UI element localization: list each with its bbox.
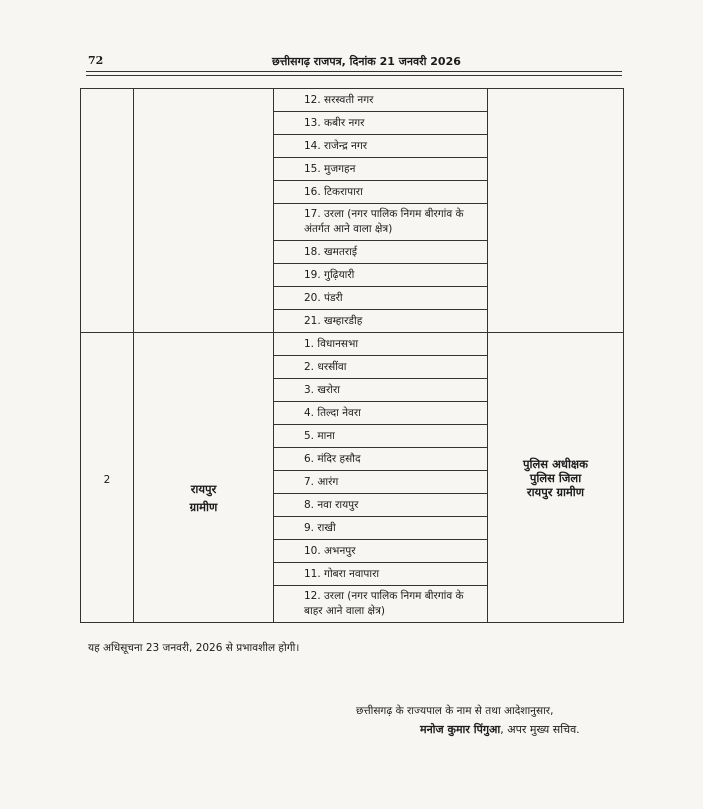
serial-cell xyxy=(81,333,134,623)
area-cell: 12. उरला (नगर पालिक निगम बीरगांव के बाहर आने वाला क्षेत्र) xyxy=(274,586,488,623)
jurisdiction-table xyxy=(80,88,624,623)
officer-line2: पुलिस जिला xyxy=(529,470,582,485)
area-cell: 12. सरस्वती नगर xyxy=(274,89,488,112)
district-name-line2: ग्रामीण xyxy=(189,499,218,514)
area-cell: 13. कबीर नगर xyxy=(274,112,488,135)
area-cell: 1. विधानसभा xyxy=(274,333,488,356)
area-cell: 8. नवा रायपुर xyxy=(274,494,488,517)
district-cell xyxy=(134,333,274,623)
signatory xyxy=(420,722,580,737)
area-cell: 16. टिकरापारा xyxy=(274,181,488,204)
effective-date-note: यह अधिसूचना 23 जनवरी, 2026 से प्रभावशील होगी। xyxy=(88,642,300,654)
officer-line1: पुलिस अधीक्षक xyxy=(523,456,588,471)
header-rule xyxy=(86,75,622,76)
area-cell: 14. राजेन्द्र नगर xyxy=(274,135,488,158)
area-cell: 5. माना xyxy=(274,425,488,448)
area-cell: 21. खम्हारडीह xyxy=(274,310,488,333)
signatory-title: , अपर मुख्य सचिव. xyxy=(500,723,580,736)
area-cell: 20. पंडरी xyxy=(274,287,488,310)
officer-cell xyxy=(488,89,624,333)
gazette-header-title: छत्तीसगढ़ राजपत्र, दिनांक 21 जनवरी 2026 xyxy=(272,55,461,68)
officer-line3: रायपुर ग्रामीण xyxy=(526,484,585,499)
district-cell xyxy=(134,89,274,333)
area-cell: 6. मंदिर हसौद xyxy=(274,448,488,471)
officer-cell xyxy=(488,333,624,623)
district-name-line1: रायपुर xyxy=(190,481,217,496)
area-cell: 9. राखी xyxy=(274,517,488,540)
area-cell: 3. खरोरा xyxy=(274,379,488,402)
header-rule xyxy=(86,71,622,72)
area-cell: 17. उरला (नगर पालिक निगम बीरगांव के अंतर्गत आने वाला क्षेत्र) xyxy=(274,204,488,241)
table-row xyxy=(81,89,624,112)
area-cell: 19. गुढ़ियारी xyxy=(274,264,488,287)
area-cell: 15. मुजगहन xyxy=(274,158,488,181)
serial-number: 2 xyxy=(103,473,111,486)
area-cell: 18. खमतराई xyxy=(274,241,488,264)
signatory-name: मनोज कुमार पिंगुआ xyxy=(420,723,501,736)
page-number: 72 xyxy=(88,54,104,67)
table-row xyxy=(81,333,624,356)
serial-cell xyxy=(81,89,134,333)
area-cell: 11. गोबरा नवापारा xyxy=(274,563,488,586)
area-cell: 2. धरसींवा xyxy=(274,356,488,379)
area-cell: 7. आरंग xyxy=(274,471,488,494)
area-cell: 10. अभनपुर xyxy=(274,540,488,563)
authority-line: छत्तीसगढ़ के राज्यपाल के नाम से तथा आदेशानुसार, xyxy=(356,705,554,717)
area-cell: 4. तिल्दा नेवरा xyxy=(274,402,488,425)
